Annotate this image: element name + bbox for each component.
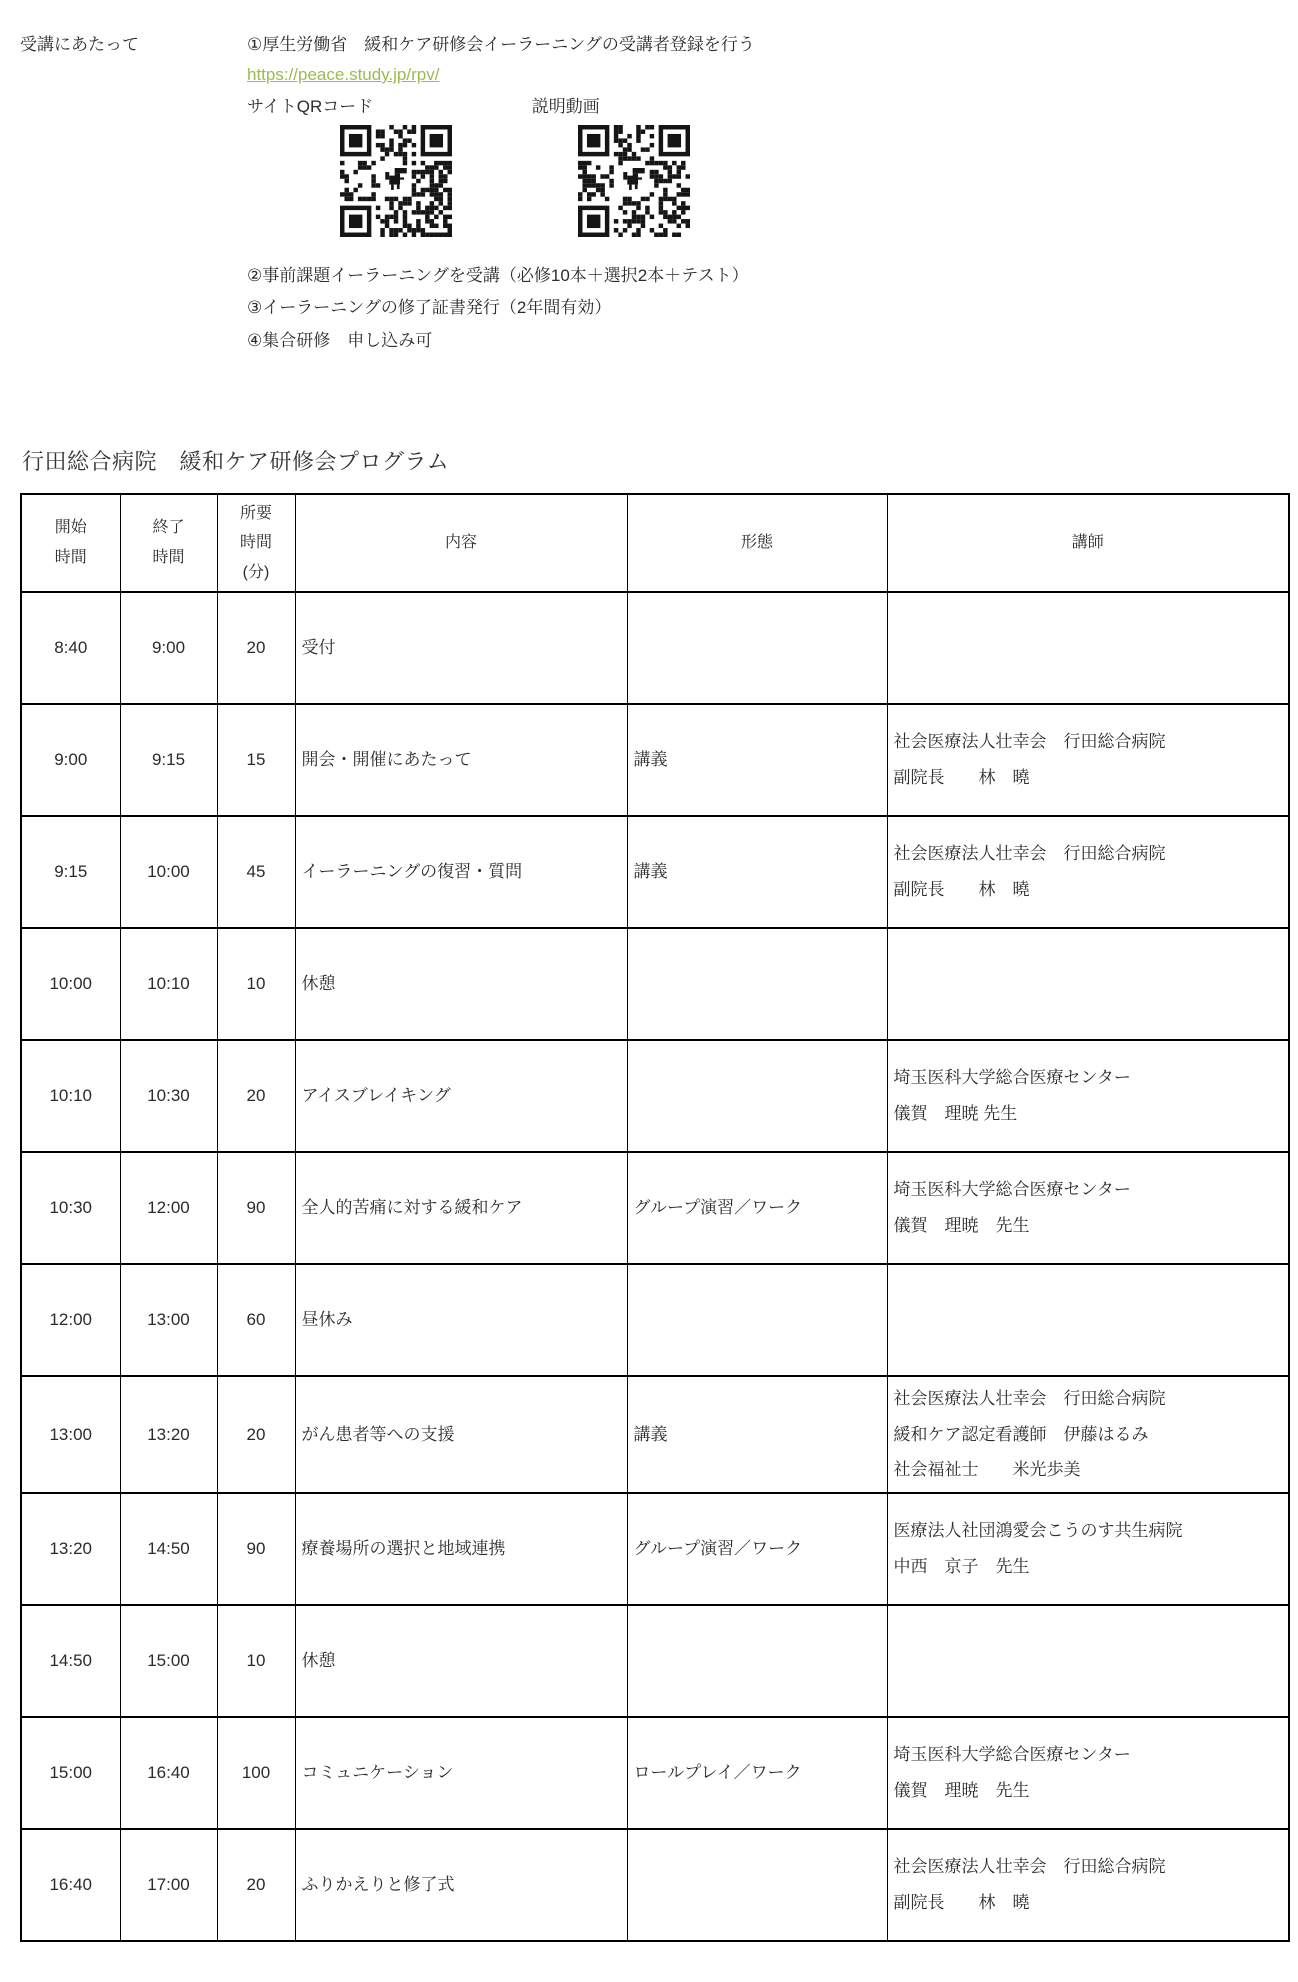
format-cell: グループ演習／ワーク — [627, 1152, 887, 1264]
content-cell: ふりかえりと修了式 — [295, 1829, 627, 1941]
instructor-cell — [887, 1264, 1289, 1376]
start-time-cell: 8:40 — [21, 592, 120, 704]
registration-link[interactable]: https://peace.study.jp/rpv/ — [247, 65, 440, 84]
table-row — [21, 928, 1289, 1040]
content-cell: 療養場所の選択と地域連携 — [295, 1493, 627, 1605]
column-header-3: 所要 時間 (分) — [217, 494, 295, 592]
table-row — [21, 1605, 1289, 1717]
intro-label: 受講にあたって — [20, 35, 139, 54]
table-row — [21, 592, 1289, 704]
start-time-cell: 13:00 — [21, 1376, 120, 1493]
video-qr-label: 説明動画 — [531, 97, 600, 116]
table-row — [21, 704, 1289, 816]
table-row — [21, 1264, 1289, 1376]
table-row — [21, 1717, 1289, 1829]
format-cell — [627, 1040, 887, 1152]
content-cell: 休憩 — [295, 928, 627, 1040]
format-cell: 講義 — [627, 704, 887, 816]
table-row — [21, 1152, 1289, 1264]
duration-cell: 90 — [217, 1493, 295, 1605]
content-cell: 受付 — [295, 592, 627, 704]
column-header-5: 形態 — [627, 494, 887, 592]
intro-step-2: ②事前課題イーラーニングを受講（必修10本＋選択2本＋テスト） — [247, 266, 749, 285]
format-cell — [627, 1829, 887, 1941]
format-cell — [627, 1605, 887, 1717]
format-cell: グループ演習／ワーク — [627, 1493, 887, 1605]
start-time-cell: 10:10 — [21, 1040, 120, 1152]
column-header-4: 内容 — [295, 494, 627, 592]
content-cell: 休憩 — [295, 1605, 627, 1717]
start-time-cell: 16:40 — [21, 1829, 120, 1941]
instructor-cell: 医療法人社団鴻愛会こうのす共生病院 中西 京子 先生 — [887, 1493, 1289, 1605]
table-header-row — [21, 494, 1289, 592]
format-cell — [627, 1264, 887, 1376]
instructor-cell — [887, 592, 1289, 704]
instructor-cell: 社会医療法人壮幸会 行田総合病院 副院長 林 曉 — [887, 816, 1289, 928]
instructor-cell: 社会医療法人壮幸会 行田総合病院 副院長 林 曉 — [887, 1829, 1289, 1941]
program-title: 行田総合病院 緩和ケア研修会プログラム — [22, 449, 450, 474]
end-time-cell: 13:20 — [120, 1376, 217, 1493]
end-time-cell: 9:00 — [120, 592, 217, 704]
content-cell: がん患者等への支援 — [295, 1376, 627, 1493]
end-time-cell: 10:30 — [120, 1040, 217, 1152]
column-header-1: 開始 時間 — [21, 494, 120, 592]
format-cell: 講義 — [627, 816, 887, 928]
instructor-cell: 埼玉医科大学総合医療センター 儀賀 理暁 先生 — [887, 1040, 1289, 1152]
duration-cell: 90 — [217, 1152, 295, 1264]
start-time-cell: 14:50 — [21, 1605, 120, 1717]
end-time-cell: 17:00 — [120, 1829, 217, 1941]
instructor-cell: 社会医療法人壮幸会 行田総合病院 緩和ケア認定看護師 伊藤はるみ 社会福祉士 米光歩美 — [887, 1376, 1289, 1493]
end-time-cell: 16:40 — [120, 1717, 217, 1829]
end-time-cell: 13:00 — [120, 1264, 217, 1376]
format-cell — [627, 928, 887, 1040]
end-time-cell: 12:00 — [120, 1152, 217, 1264]
content-cell: 昼休み — [295, 1264, 627, 1376]
instructor-cell: 埼玉医科大学総合医療センター 儀賀 理暁 先生 — [887, 1717, 1289, 1829]
start-time-cell: 10:00 — [21, 928, 120, 1040]
video-qr-code-icon — [578, 125, 690, 237]
start-time-cell: 12:00 — [21, 1264, 120, 1376]
table-row — [21, 1040, 1289, 1152]
duration-cell: 10 — [217, 1605, 295, 1717]
duration-cell: 15 — [217, 704, 295, 816]
qr-codes-row — [340, 125, 1298, 237]
duration-cell: 20 — [217, 592, 295, 704]
intro-step-3: ③イーラーニングの修了証書発行（2年間有効） — [247, 298, 612, 317]
table-row — [21, 1829, 1289, 1941]
duration-cell: 20 — [217, 1040, 295, 1152]
table-row — [21, 1376, 1289, 1493]
table-row — [21, 816, 1289, 928]
content-cell: アイスブレイキング — [295, 1040, 627, 1152]
column-header-6: 講師 — [887, 494, 1289, 592]
duration-cell: 45 — [217, 816, 295, 928]
instructor-cell: 社会医療法人壮幸会 行田総合病院 副院長 林 曉 — [887, 704, 1289, 816]
column-header-2: 終了 時間 — [120, 494, 217, 592]
start-time-cell: 15:00 — [21, 1717, 120, 1829]
site-qr-code-icon — [340, 125, 452, 237]
content-cell: 開会・開催にあたって — [295, 704, 627, 816]
intro-step-1: ①厚生労働省 緩和ケア研修会イーラーニングの受講者登録を行う — [247, 35, 755, 54]
end-time-cell: 10:00 — [120, 816, 217, 928]
start-time-cell: 9:15 — [21, 816, 120, 928]
duration-cell: 10 — [217, 928, 295, 1040]
content-cell: 全人的苦痛に対する緩和ケア — [295, 1152, 627, 1264]
duration-cell: 20 — [217, 1376, 295, 1493]
start-time-cell: 10:30 — [21, 1152, 120, 1264]
table-row — [21, 1493, 1289, 1605]
intro-section — [0, 0, 1298, 353]
duration-cell: 60 — [217, 1264, 295, 1376]
format-cell: 講義 — [627, 1376, 887, 1493]
format-cell — [627, 592, 887, 704]
intro-step-4: ④集合研修 申し込み可 — [247, 331, 433, 350]
instructor-cell — [887, 1605, 1289, 1717]
site-qr-label: サイトQRコード — [247, 97, 374, 116]
end-time-cell: 15:00 — [120, 1605, 217, 1717]
program-table — [20, 493, 1290, 1942]
content-cell: コミュニケーション — [295, 1717, 627, 1829]
instructor-cell: 埼玉医科大学総合医療センター 儀賀 理暁 先生 — [887, 1152, 1289, 1264]
end-time-cell: 9:15 — [120, 704, 217, 816]
duration-cell: 20 — [217, 1829, 295, 1941]
end-time-cell: 14:50 — [120, 1493, 217, 1605]
intro-steps — [247, 33, 1298, 353]
content-cell: イーラーニングの復習・質問 — [295, 816, 627, 928]
instructor-cell — [887, 928, 1289, 1040]
start-time-cell: 13:20 — [21, 1493, 120, 1605]
duration-cell: 100 — [217, 1717, 295, 1829]
format-cell: ロールプレイ／ワーク — [627, 1717, 887, 1829]
start-time-cell: 9:00 — [21, 704, 120, 816]
qr-labels-row — [247, 95, 1298, 119]
end-time-cell: 10:10 — [120, 928, 217, 1040]
